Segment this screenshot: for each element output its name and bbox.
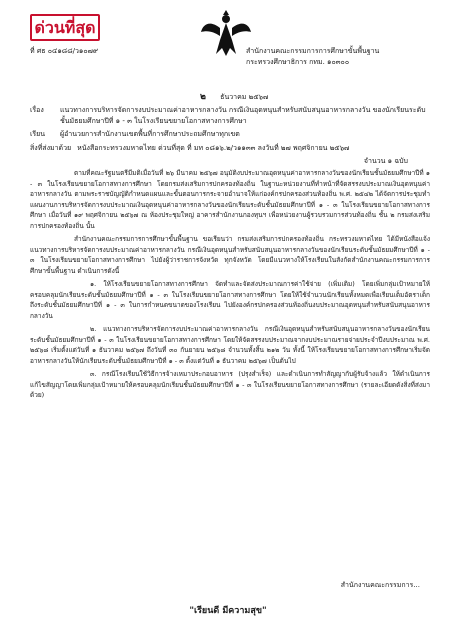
garuda-emblem-icon bbox=[200, 10, 252, 58]
addressee-label: เรียน bbox=[30, 130, 46, 138]
date-month-year: ธันวาคม ๒๕๖๗ bbox=[220, 93, 269, 101]
body-item-1: ๑. ให้โรงเรียนขยายโอกาสทางการศึกษา จัดทำและจัดส่งประมาณการค่าใช้จ่าย (เพิ่มเติม) โดยเพิ่มกลุ่มเป้าหมายให้ครอบคลุมนักเรียนระดับชั้นมัธยมศึกษาปีที่ ๑ - ๓ ในโรงเรียนขยายโอกาสทางการศึกษา โดยให้ใช้จำนวนนักเรียนทั้งหมดเพื่อเรียนเต็มอัตราเด็ก ถึงระดับชั้นมัธยมศึกษาปีที่ ๑ - ๓ ในการกำหนดขนาดของโรงเรียน ไปยังองค์กรปกครองส่วนท้องถิ่นงบประมาณอุดหนุนสำหรับสนับสนุนอาหารกลางวัน bbox=[30, 280, 430, 320]
letter-header-block bbox=[30, 105, 430, 171]
subject-text: แนวทางการบริหารจัดการงบประมาณค่าอาหารกลางวัน กรณีเงินอุดหนุนสำหรับสนับสนุนอาหารกลางวัน ของนักเรียนระดับชั้นมัธยมศึกษาปีที่ ๑ - ๓ ในโรงเรียนขยายโอกาสทางการศึกษา bbox=[60, 106, 426, 125]
motto: "เรียนดี มีความสุข" bbox=[189, 606, 267, 616]
reference-number: ที่ ศธ ๐๔๑๘๘/ว๑๐๗๙ bbox=[30, 47, 98, 55]
subject-row bbox=[30, 105, 430, 126]
body-item-2: ๒. แนวทางการบริหารจัดการงบประมาณค่าอาหารกลางวัน กรณีเงินอุดหนุนสำหรับสนับสนุนอาหารกลางวันของนักเรียนระดับชั้นมัธยมศึกษาปีที่ ๑ - ๓ ในโรงเรียนขยายโอกาสทางการศึกษา โดยให้จัดสรรงบประมาณจากงบประมาณรายจ่ายประจำปีงบประมาณ พ.ศ. ๒๕๖๘ เริ่มตั้งแต่วันที่ ๑ ธันวาคม ๒๕๖๗ ถึงวันที่ ๓๐ กันยายน ๒๕๖๘ จำนวนทั้งสิ้น ๒๑๒ วัน ทั้งนี้ ให้โรงเรียนขยายโอกาสทางการศึกษาเริ่มจัดอาหารกลางวันให้นักเรียนระดับชั้นมัธยมศึกษาปีที่ ๑ - ๓ ตั้งแต่วันที่ ๑ ธันวาคม ๒๕๖๗ เป็นต้นไป bbox=[30, 325, 430, 365]
urgent-stamp: ด่วนที่สุด bbox=[30, 14, 100, 41]
enclosure-count: จำนวน ๑ ฉบับ bbox=[363, 157, 408, 165]
continuation-text: สำนักงานคณะกรรมการ... bbox=[340, 581, 420, 589]
agency-address: กระทรวงศึกษาธิการ กทม. ๑๐๓๐๐ bbox=[246, 58, 350, 66]
body-paragraph-1: ตามที่คณะรัฐมนตรีมีมติเมื่อวันที่ ๒๖ มีนาคม ๒๕๖๗ อนุมัติงบประมาณอุดหนุนค่าอาหารกลางวันของนักเรียนชั้นมัธยมศึกษาปีที่ ๑ - ๓ ในโรงเรียนขยายโอกาสทางการศึกษา โดยกรมส่งเสริมการปกครองท้องถิ่น ในฐานะหน่วยงานที่ทำหน้าที่จัดสรรงบประมาณเงินอุดหนุนค่าอาหารกลางวัน ตามพระราชบัญญัติกำหนดแผนและขั้นตอนการกระจายอำนาจให้แก่องค์กรปกครองส่วนท้องถิ่น พ.ศ. ๒๕๔๒ ได้จัดการประชุมทำแผนงานการบริหารจัดการงบประมาณเงินอุดหนุนค่าอาหารกลางวันของนักเรียนระดับชั้นมัธยมศึกษาปีที่ ๑ - ๓ ในโรงเรียนขยายโอกาสทางการศึกษา เมื่อวันที่ ๑๙ พฤศจิกายน ๒๕๖๗ ณ ห้องประชุมใหญ่ อาคารสำนักงานกองทุนฯ เพื่อหน่วยงานผู้รวบรวมการส่วนท้องถิ่น ชั้น ๒ กรมส่งเสริมการปกครองท้องถิ่น นั้น bbox=[30, 169, 430, 230]
agency-name: สำนักงานคณะกรรมการการศึกษาขั้นพื้นฐาน bbox=[246, 47, 380, 55]
date-day: ๒ bbox=[200, 92, 206, 102]
body-paragraph-2: สำนักงานคณะกรรมการการศึกษาขั้นพื้นฐาน ขอเรียนว่า กรมส่งเสริมการปกครองท้องถิ่น กระทรวงมหาดไทย ได้มีหนังสือแจ้งแนวทางการบริหารจัดการงบประมาณค่าอาหารกลางวัน กรณีเงินอุดหนุนสำหรับสนับสนุนอาหารกลางวันของนักเรียนระดับชั้นมัธยมศึกษาปีที่ ๑ - ๓ ในโรงเรียนขยายโอกาสทางการศึกษา ไปยังผู้ว่าราชการจังหวัด ทุกจังหวัด โดยมีแนวทางให้โรงเรียนในสังกัดสำนักงานคณะกรรมการการศึกษาขั้นพื้นฐาน ดำเนินการดังนี้ bbox=[30, 235, 430, 275]
enclosure-label: สิ่งที่ส่งมาด้วย bbox=[30, 143, 72, 152]
sender-agency bbox=[246, 46, 396, 68]
addressee-row bbox=[30, 129, 430, 140]
addressee-text: ผู้อำนวยการสำนักงานเขตพื้นที่การศึกษาประถมศึกษาทุกเขต bbox=[60, 130, 240, 138]
letter-body bbox=[30, 168, 430, 404]
enclosure-row bbox=[30, 143, 430, 154]
body-item-3: ๓. กรณีโรงเรียนใช้วิธีการจ้างเหมาประกอบอาหาร (ปรุงสำเร็จ) และดำเนินการทำสัญญากับผู้รับจ้างแล้ว ให้ดำเนินการแก้ไขสัญญาโดยเพิ่มกลุ่มเป้าหมายให้ครอบคลุมนักเรียนชั้นมัธยมศึกษาปีที่ ๑ - ๓ ในโรงเรียนขยายโอกาสทางการศึกษา (รายละเอียดดังสิ่งที่ส่งมาด้วย) bbox=[30, 370, 430, 399]
letter-date bbox=[200, 89, 268, 103]
subject-label: เรื่อง bbox=[30, 106, 44, 114]
enclosure-text: หนังสือกระทรวงมหาดไทย ด่วนที่สุด ที่ มท ๐๘๑๖.๒/ว๑๑๓๓ ลงวันที่ ๒๗ พฤศจิกายน ๒๕๖๗ bbox=[77, 143, 350, 152]
